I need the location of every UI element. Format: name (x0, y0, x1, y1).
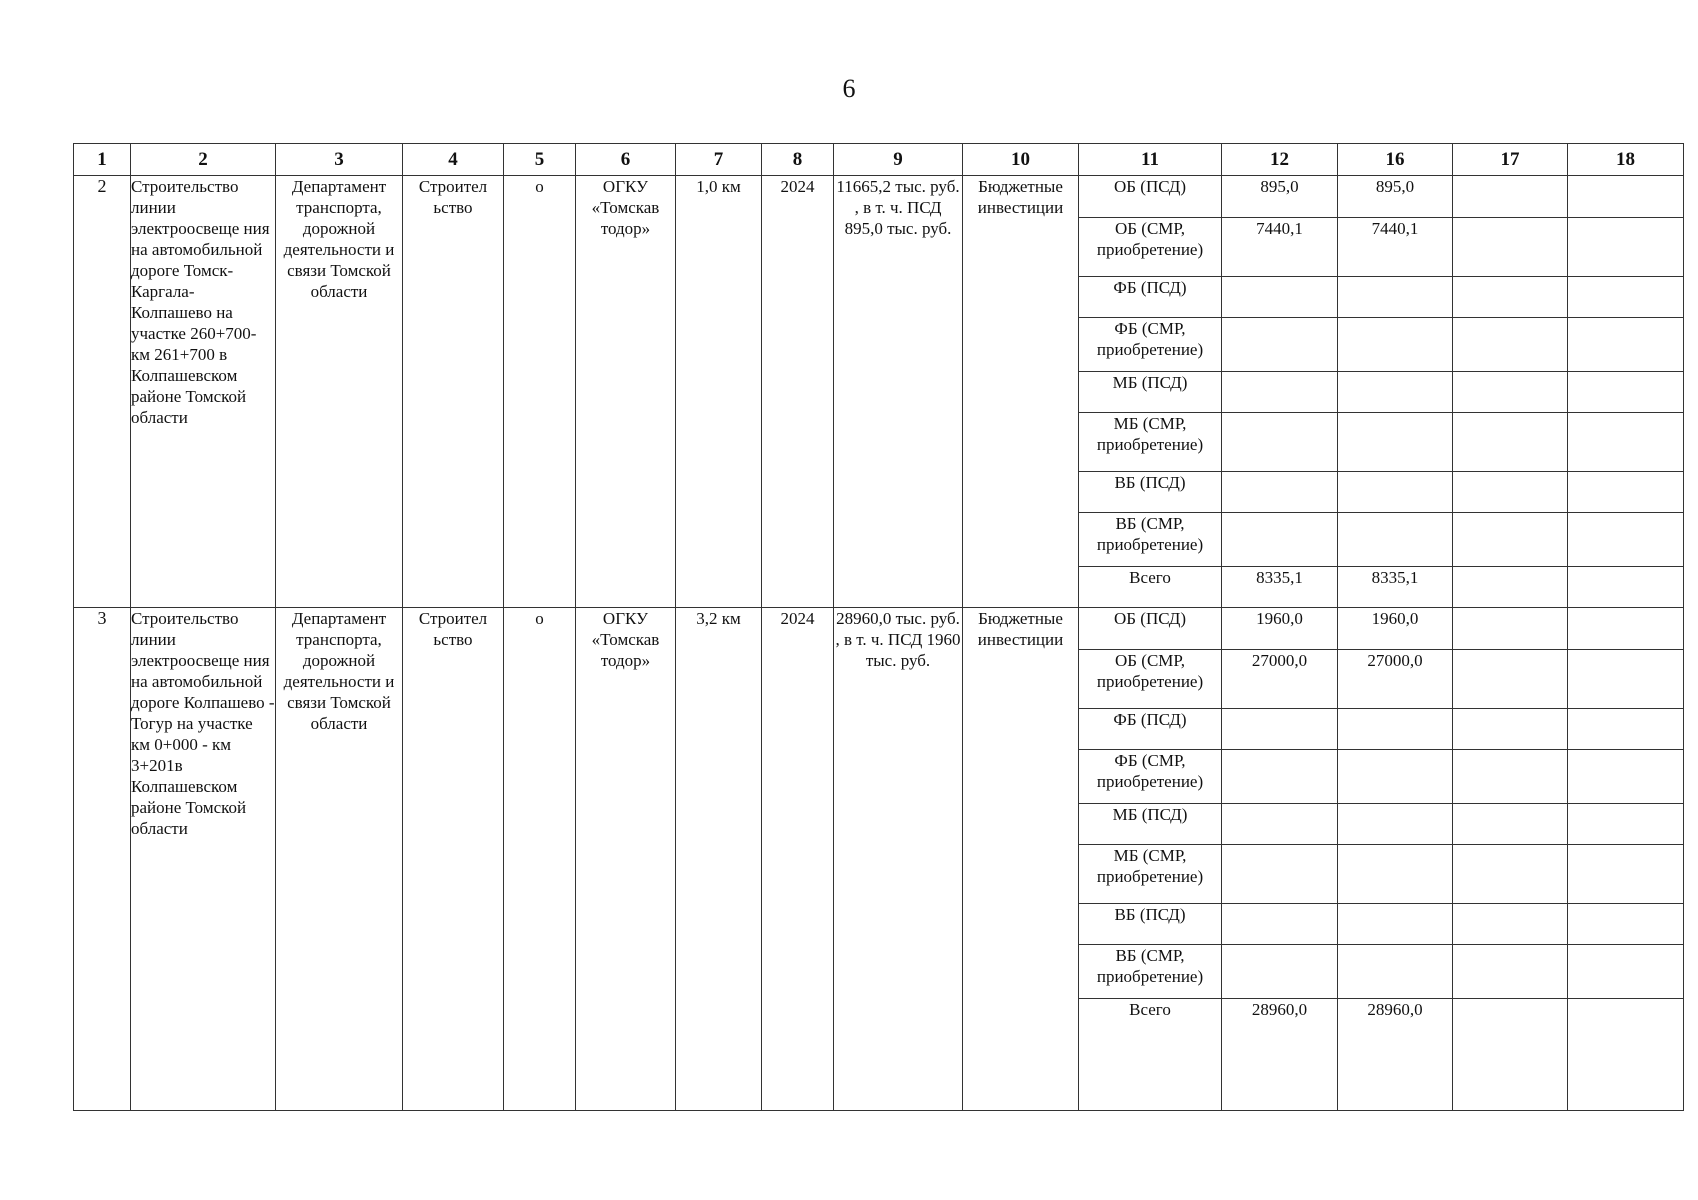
value-col17 (1453, 845, 1568, 904)
value-col17 (1453, 608, 1568, 650)
value-col16: 895,0 (1338, 176, 1453, 218)
header-cell: 18 (1568, 144, 1684, 176)
value-col18 (1568, 218, 1684, 277)
funding-source: ФБ (ПСД) (1079, 277, 1222, 318)
funding-source: МБ (СМР, приобретение) (1079, 845, 1222, 904)
funding-source: Всего (1079, 567, 1222, 608)
funding-source: ВБ (СМР, приобретение) (1079, 945, 1222, 999)
length: 3,2 км (676, 608, 762, 1111)
value-col16: 7440,1 (1338, 218, 1453, 277)
value-col18 (1568, 709, 1684, 750)
value-col18 (1568, 945, 1684, 999)
header-cell: 11 (1079, 144, 1222, 176)
value-col16 (1338, 804, 1453, 845)
customer: ОГКУ «Томскав тодор» (576, 608, 676, 1111)
header-cell: 12 (1222, 144, 1338, 176)
value-col17 (1453, 176, 1568, 218)
value-col17 (1453, 709, 1568, 750)
value-col18 (1568, 372, 1684, 413)
value-col17 (1453, 804, 1568, 845)
year: 2024 (762, 608, 834, 1111)
header-cell: 10 (963, 144, 1079, 176)
work-type: Строител ьство (403, 608, 504, 1111)
value-col12: 28960,0 (1222, 999, 1338, 1111)
value-col12 (1222, 709, 1338, 750)
value-col12 (1222, 372, 1338, 413)
funding-source: ОБ (ПСД) (1079, 176, 1222, 218)
value-col12 (1222, 945, 1338, 999)
value-col17 (1453, 750, 1568, 804)
funding-source: МБ (ПСД) (1079, 804, 1222, 845)
funding-source: ОБ (СМР, приобретение) (1079, 650, 1222, 709)
value-col18 (1568, 904, 1684, 945)
value-col12 (1222, 277, 1338, 318)
value-col12: 1960,0 (1222, 608, 1338, 650)
value-col18 (1568, 176, 1684, 218)
work-type: Строител ьство (403, 176, 504, 608)
value-col18 (1568, 845, 1684, 904)
value-col12 (1222, 318, 1338, 372)
value-col18 (1568, 650, 1684, 709)
value-col16 (1338, 277, 1453, 318)
investment-table (73, 143, 1684, 1111)
value-col12 (1222, 904, 1338, 945)
header-cell: 8 (762, 144, 834, 176)
value-col17 (1453, 513, 1568, 567)
value-col12 (1222, 413, 1338, 472)
object-name: Строительство линии электроосвеще ния на автомобильной дороге Томск-Каргала-Колпашево на участке 260+700- км 261+700 в Колпашевском районе Томской области (131, 176, 276, 608)
header-cell: 4 (403, 144, 504, 176)
value-col17 (1453, 277, 1568, 318)
value-col16: 27000,0 (1338, 650, 1453, 709)
value-col18 (1568, 750, 1684, 804)
value-col18 (1568, 413, 1684, 472)
table-row (74, 176, 1684, 218)
value-col12 (1222, 804, 1338, 845)
funding-source: МБ (ПСД) (1079, 372, 1222, 413)
value-col18 (1568, 513, 1684, 567)
header-cell: 2 (131, 144, 276, 176)
value-col16 (1338, 845, 1453, 904)
value-col17 (1453, 372, 1568, 413)
value-col12: 27000,0 (1222, 650, 1338, 709)
value-col17 (1453, 472, 1568, 513)
funding-source: ВБ (СМР, приобретение) (1079, 513, 1222, 567)
header-cell: 17 (1453, 144, 1568, 176)
value-col17 (1453, 218, 1568, 277)
funding-source: ОБ (СМР, приобретение) (1079, 218, 1222, 277)
department: Департамент транспорта, дорожной деятельности и связи Томской области (276, 176, 403, 608)
header-cell: 5 (504, 144, 576, 176)
value-col12 (1222, 472, 1338, 513)
page-number: 6 (842, 74, 856, 103)
funding-source: Всего (1079, 999, 1222, 1111)
funding-source: ВБ (ПСД) (1079, 472, 1222, 513)
value-col16 (1338, 945, 1453, 999)
value-col16 (1338, 372, 1453, 413)
value-col12: 895,0 (1222, 176, 1338, 218)
funding-source: МБ (СМР, приобретение) (1079, 413, 1222, 472)
object-name: Строительство линии электроосвеще ния на автомобильной дороге Колпашево - Тогур на участке км 0+000 - км 3+201в Колпашевском районе Томской области (131, 608, 276, 1111)
table-body (74, 176, 1684, 1111)
value-col18 (1568, 999, 1684, 1111)
value-col17 (1453, 318, 1568, 372)
value-col16 (1338, 513, 1453, 567)
length: 1,0 км (676, 176, 762, 608)
value-col17 (1453, 413, 1568, 472)
header-cell: 1 (74, 144, 131, 176)
value-col18 (1568, 472, 1684, 513)
row-number: 2 (74, 176, 131, 608)
value-col16 (1338, 750, 1453, 804)
value-col16 (1338, 472, 1453, 513)
value-col16: 1960,0 (1338, 608, 1453, 650)
investment-form: Бюджетные инвестиции (963, 176, 1079, 608)
value-col12: 8335,1 (1222, 567, 1338, 608)
value-col16 (1338, 709, 1453, 750)
funding-source: ФБ (СМР, приобретение) (1079, 750, 1222, 804)
value-col17 (1453, 904, 1568, 945)
value-col17 (1453, 999, 1568, 1111)
value-col16 (1338, 413, 1453, 472)
value-col16 (1338, 904, 1453, 945)
value-col18 (1568, 318, 1684, 372)
header-cell: 6 (576, 144, 676, 176)
year: 2024 (762, 176, 834, 608)
header-cell: 7 (676, 144, 762, 176)
value-col12 (1222, 750, 1338, 804)
header-cell: 9 (834, 144, 963, 176)
value-col18 (1568, 804, 1684, 845)
funding-source: ФБ (ПСД) (1079, 709, 1222, 750)
cost: 11665,2 тыс. руб. , в т. ч. ПСД 895,0 тыс. руб. (834, 176, 963, 608)
header-cell: 16 (1338, 144, 1453, 176)
value-col12 (1222, 513, 1338, 567)
value-col18 (1568, 277, 1684, 318)
col5-value: о (504, 608, 576, 1111)
value-col17 (1453, 567, 1568, 608)
value-col17 (1453, 945, 1568, 999)
col5-value: о (504, 176, 576, 608)
value-col12: 7440,1 (1222, 218, 1338, 277)
customer: ОГКУ «Томскав тодор» (576, 176, 676, 608)
value-col18 (1568, 567, 1684, 608)
value-col18 (1568, 608, 1684, 650)
value-col17 (1453, 650, 1568, 709)
table-row (74, 608, 1684, 650)
header-row (74, 144, 1684, 176)
value-col16: 8335,1 (1338, 567, 1453, 608)
funding-source: ОБ (ПСД) (1079, 608, 1222, 650)
investment-form: Бюджетные инвестиции (963, 608, 1079, 1111)
value-col16: 28960,0 (1338, 999, 1453, 1111)
funding-source: ФБ (СМР, приобретение) (1079, 318, 1222, 372)
funding-source: ВБ (ПСД) (1079, 904, 1222, 945)
department: Департамент транспорта, дорожной деятельности и связи Томской области (276, 608, 403, 1111)
value-col12 (1222, 845, 1338, 904)
cost: 28960,0 тыс. руб. , в т. ч. ПСД 1960 тыс. руб. (834, 608, 963, 1111)
row-number: 3 (74, 608, 131, 1111)
value-col16 (1338, 318, 1453, 372)
header-cell: 3 (276, 144, 403, 176)
